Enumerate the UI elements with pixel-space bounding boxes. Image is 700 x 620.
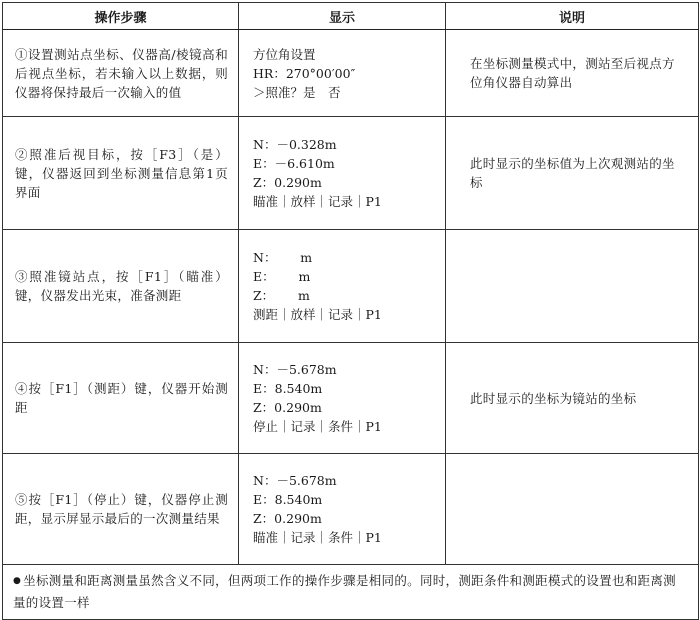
display-line: 停止｜记录｜条件｜P1 — [253, 419, 382, 434]
display-line: E：8.540m — [253, 381, 323, 396]
screen-display — [239, 360, 445, 436]
step-text: ⑤按［F1］（停止）键，仪器停止测距，显示屏显示最后的一次测量结果 — [15, 492, 228, 526]
note-text: 在坐标测量模式中，测站至后视点方位角仪器自动算出 — [470, 56, 675, 90]
display-line: E：－6.610m — [253, 156, 335, 171]
note-cell — [446, 117, 699, 230]
table-row — [3, 343, 699, 454]
display-cell — [239, 343, 446, 454]
screen-display — [239, 135, 445, 211]
display-line: Z：0.290m — [253, 511, 322, 526]
step-text: ①设置测站点坐标、仪器高/棱镜高和后视点坐标，若未输入以上数据，则仪器将保持最后一次输入的值 — [15, 46, 228, 100]
header-notes: 说明 — [446, 3, 699, 30]
display-line: 测距｜放样｜记录｜P1 — [253, 307, 382, 322]
note-cell — [446, 454, 699, 565]
display-line: Z：0.290m — [253, 175, 322, 190]
display-cell — [239, 30, 446, 117]
step-text: ②照准后视目标，按［F3］（是）键，仪器返回到坐标测量信息第1页界面 — [15, 146, 228, 200]
display-line: Z： m — [253, 288, 310, 303]
display-cell — [239, 454, 446, 565]
table-row — [3, 454, 699, 565]
step-text: ④按［F1］（测距）键，仪器开始测距 — [15, 381, 228, 415]
display-line: 瞄准｜放样｜记录｜P1 — [253, 194, 382, 209]
table-row — [3, 30, 699, 117]
display-line: 瞄准｜记录｜条件｜P1 — [253, 530, 382, 545]
screen-display — [239, 471, 445, 547]
step-text: ③照准镜站点，按［F1］（瞄准）键，仪器发出光束，准备测距 — [15, 269, 228, 303]
display-line: ＞照准？是 否 — [253, 84, 341, 100]
table-header — [3, 3, 699, 30]
display-line: HR：270°00′00″ — [253, 65, 356, 81]
header-row — [3, 3, 699, 30]
table-row — [3, 117, 699, 230]
footer-note-cell — [3, 565, 699, 620]
display-line: N：－5.678m — [253, 473, 337, 488]
display-line: N：－0.328m — [253, 137, 337, 152]
table-footer-row — [3, 565, 699, 620]
display-line: Z：0.290m — [253, 400, 322, 415]
footer-note-text: 坐标测量和距离测量虽然含义不同，但两项工作的操作步骤是相同的。同时，测距条件和测距模式的设置也和距离测量的设置一样 — [13, 572, 676, 611]
header-display: 显示 — [239, 3, 446, 30]
header-steps: 操作步骤 — [3, 3, 239, 30]
note-cell — [446, 343, 699, 454]
step-cell — [3, 343, 239, 454]
display-line: 方位角设置 — [253, 46, 316, 62]
note-cell — [446, 30, 699, 117]
display-cell — [239, 230, 446, 343]
step-cell — [3, 454, 239, 565]
note-text: 此时显示的坐标为镜站的坐标 — [470, 390, 637, 406]
table-row — [3, 230, 699, 343]
screen-display — [239, 45, 445, 102]
step-cell — [3, 30, 239, 117]
step-cell — [3, 230, 239, 343]
note-cell — [446, 230, 699, 343]
display-cell — [239, 117, 446, 230]
operation-steps-table — [2, 2, 699, 620]
display-line: N： m — [253, 250, 313, 265]
display-line: N：－5.678m — [253, 362, 337, 377]
note-text: 此时显示的坐标值为上次观测站的坐标 — [470, 156, 675, 190]
bullet-icon: ● — [13, 576, 22, 587]
screen-display — [239, 248, 445, 324]
step-cell — [3, 117, 239, 230]
display-line: E：8.540m — [253, 492, 323, 507]
display-line: E： m — [253, 269, 311, 284]
